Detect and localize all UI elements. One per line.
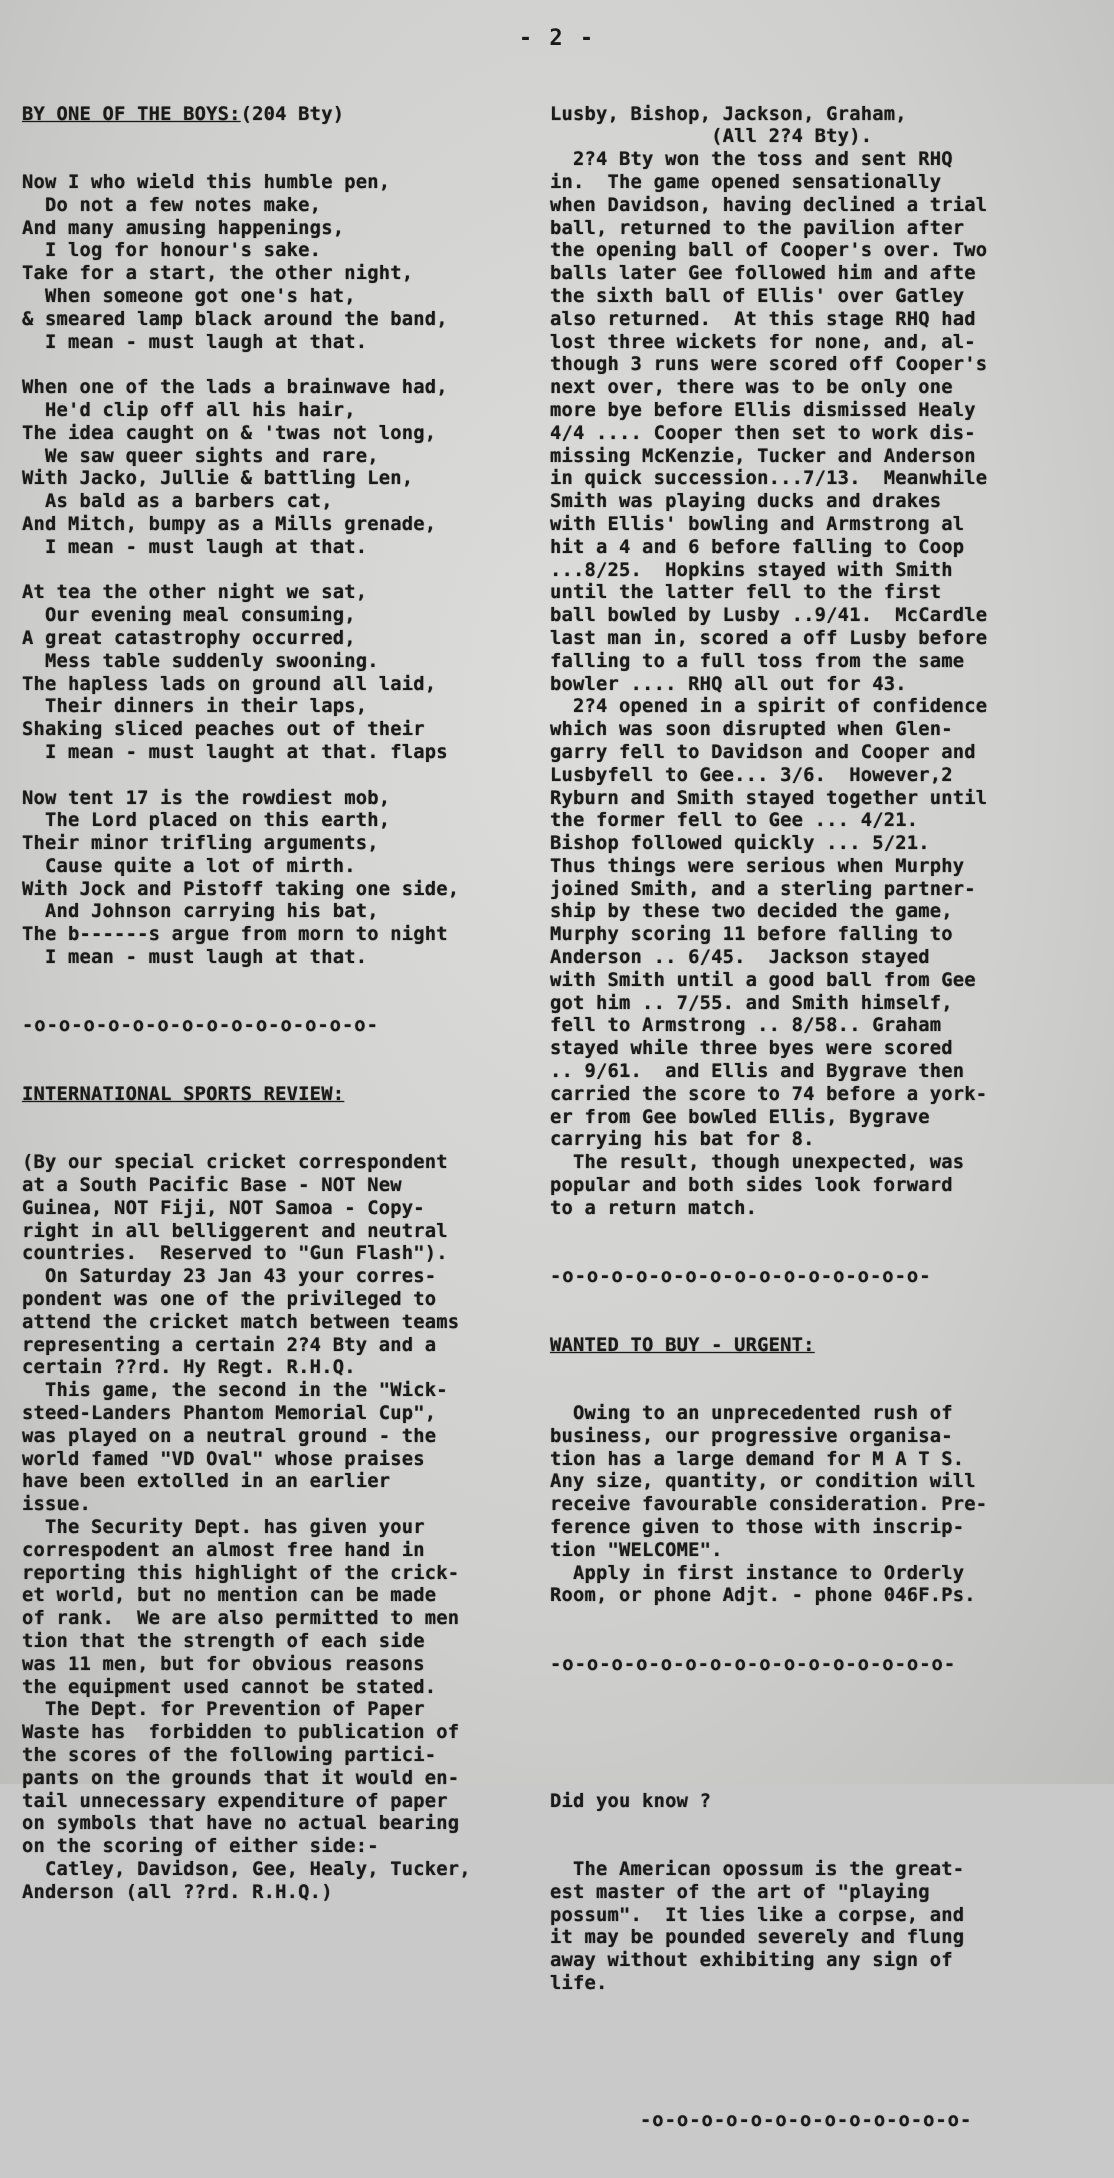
text-line: The result, though unexpected, was: [550, 1152, 965, 1174]
text-line: He'd clip off all his hair,: [22, 399, 356, 421]
text-line: certain ??rd. Hy Regt. R.H.Q.: [22, 1357, 356, 1379]
text-line: (By our special cricket correspondent: [22, 1152, 448, 1174]
text-line: At tea the other night we sat,: [22, 582, 368, 604]
text-line: which was soon disrupted when Glen-: [550, 719, 953, 741]
separator: -o-o-o-o-o-o-o-o-o-o-o-o-o-o-: [22, 1015, 379, 1037]
text-line: Bishop followed quickly ... 5/21.: [550, 833, 930, 855]
text-line: ship by these two decided the game,: [550, 901, 953, 923]
text-line: though 3 runs were scored off Cooper's: [550, 354, 988, 376]
text-line: Waste has forbidden to publication of: [22, 1722, 460, 1744]
match-report-body: [550, 104, 1095, 1221]
text-line: the former fell to Gee ... 4/21.: [550, 810, 919, 832]
text-line: Lusby, Bishop, Jackson, Graham,: [550, 103, 907, 125]
spacer: [550, 1722, 1095, 1745]
text-line: Anderson (all ??rd. R.H.Q.): [22, 1881, 333, 1903]
did-you-know-title: Did you know ?: [550, 1790, 712, 1812]
text-line: As bald as a barbers cat,: [22, 491, 333, 513]
text-line: Lusbyfell to Gee... 3/6. However,2: [550, 764, 953, 786]
text-line: Shaking sliced peaches out of their: [22, 719, 425, 741]
text-line: 4/4 .... Cooper then set to work dis-: [550, 422, 976, 444]
text-line: falling to a full toss from the same: [550, 650, 965, 672]
text-line: next over, there was to be only one: [550, 377, 953, 399]
text-line: Do not a few notes make,: [22, 194, 322, 216]
did-you-know-body: [550, 1859, 1095, 1996]
text-line: ball bowled by Lusby ..9/41. McCardle: [550, 605, 988, 627]
text-line: joined Smith, and a sterling partner-: [550, 878, 976, 900]
text-line: possum". It lies like a corpse, and: [550, 1904, 965, 1926]
text-line: The Lord placed on this earth,: [22, 810, 391, 832]
text-line: more bye before Ellis dismissed Healy: [550, 399, 976, 421]
text-line: And many amusing happenings,: [22, 217, 345, 239]
text-line: .. 9/61. and Ellis and Bygrave then: [550, 1061, 965, 1083]
text-line: in quick succession...7/13. Meanwhile: [550, 468, 988, 490]
text-line: reporting this highlight of the crick-: [22, 1562, 460, 1584]
text-line: garry fell to Davidson and Cooper and: [550, 741, 976, 763]
text-line: et world, but no mention can be made: [22, 1585, 437, 1607]
text-line: I mean - must laugh at that.: [22, 536, 368, 558]
poem-title-unit: (204 Bty): [240, 103, 345, 125]
text-line: popular and both sides look forward: [550, 1175, 953, 1197]
text-line: at a South Pacific Base - NOT New: [22, 1175, 402, 1197]
text-line: Our evening meal consuming,: [22, 605, 356, 627]
text-line: on symbols that have no actual bearing: [22, 1813, 460, 1835]
text-line: tail unnecessary expenditure of paper: [22, 1790, 448, 1812]
text-line: We saw queer sights and rare,: [22, 445, 379, 467]
text-line: got him .. 7/55. and Smith himself,: [550, 992, 953, 1014]
text-line: Room, or phone Adjt. - phone 046F.Ps.: [550, 1585, 976, 1607]
separator: -o-o-o-o-o-o-o-o-o-o-o-o-o-o-o-: [550, 1266, 932, 1288]
text-line: with Smith until a good ball from Gee: [550, 969, 976, 991]
text-line: receive favourable consideration. Pre-: [550, 1494, 988, 1516]
text-line: The hapless lads on ground all laid,: [22, 673, 437, 695]
text-line: Now I who wield this humble pen,: [22, 171, 391, 193]
text-line: I log for honour's sake.: [22, 240, 322, 262]
text-line: Anderson .. 6/45. Jackson stayed: [550, 947, 930, 969]
text-line: tion "WELCOME".: [550, 1539, 723, 1561]
poem-body: [22, 172, 562, 970]
text-line: Cause quite a lot of mirth.: [22, 855, 356, 877]
text-line: Smith was playing ducks and drakes: [550, 491, 942, 513]
text-line: last man in, scored a off Lusby before: [550, 627, 988, 649]
page-number: - 2 -: [518, 26, 596, 51]
text-line: pondent was one of the privileged to: [22, 1289, 437, 1311]
text-line: & smeared lamp black around the band,: [22, 308, 448, 330]
text-line: the sixth ball of Ellis' over Gatley: [550, 285, 965, 307]
text-line: When someone got one's hat,: [22, 285, 356, 307]
text-line: [22, 354, 562, 377]
text-line: Their minor trifling arguments,: [22, 833, 379, 855]
text-line: This game, the second in the "Wick-: [22, 1380, 448, 1402]
text-line: er from Gee bowled Ellis, Bygrave: [550, 1106, 930, 1128]
text-line: tion that the strength of each side: [22, 1630, 425, 1652]
text-line: The Dept. for Prevention of Paper: [22, 1699, 425, 1721]
review-title: INTERNATIONAL SPORTS REVIEW:: [22, 1083, 345, 1105]
text-line: A great catastrophy occurred,: [22, 627, 356, 649]
separator: -o-o-o-o-o-o-o-o-o-o-o-o-o-: [640, 2109, 973, 2131]
text-line: away without exhibiting any sign of: [550, 1950, 953, 1972]
text-line: Owing to an unprecedented rush of: [550, 1403, 953, 1425]
text-line: the scores of the following partici-: [22, 1744, 437, 1766]
text-line: in. The game opened sensationally: [550, 171, 942, 193]
text-line: Now tent 17 is the rowdiest mob,: [22, 787, 391, 809]
text-line: fell to Armstrong .. 8/58.. Graham: [550, 1015, 942, 1037]
text-line: issue.: [22, 1494, 92, 1516]
text-line: The idea caught on & 'twas not long,: [22, 422, 437, 444]
text-line: hit a 4 and 6 before falling to Coop: [550, 536, 965, 558]
text-line: Murphy scoring 11 before falling to: [550, 924, 953, 946]
text-line: With Jacko, Jullie & battling Len,: [22, 468, 414, 490]
text-line: life.: [550, 1972, 608, 1994]
text-line: ball, returned to the pavilion after: [550, 217, 965, 239]
text-line: countries. Reserved to "Gun Flash").: [22, 1243, 448, 1265]
text-line: missing McKenzie, Tucker and Anderson: [550, 445, 976, 467]
text-line: And Johnson carrying his bat,: [22, 901, 379, 923]
text-line: I mean - must laugh at that.: [22, 331, 368, 353]
text-line: stayed while three byes were scored: [550, 1038, 953, 1060]
text-line: bowler .... RHQ all out for 43.: [550, 673, 907, 695]
text-line: when Davidson, having declined a trial: [550, 194, 988, 216]
text-line: steed-Landers Phantom Memorial Cup",: [22, 1403, 437, 1425]
text-line: world famed "VD Oval" whose praises: [22, 1448, 425, 1470]
separator: -o-o-o-o-o-o-o-o-o-o-o-o-o-o-o-o-: [550, 1653, 957, 1675]
text-line: on the scoring of either side:-: [22, 1836, 379, 1858]
text-line: When one of the lads a brainwave had,: [22, 377, 448, 399]
poem-title-underlined: BY ONE OF THE BOYS:: [22, 103, 241, 125]
text-line: ...8/25. Hopkins stayed with Smith: [550, 559, 953, 581]
text-line: carried the score to 74 before a york-: [550, 1083, 988, 1105]
text-line: correspodent an almost free hand in: [22, 1539, 425, 1561]
text-line: On Saturday 23 Jan 43 your corres-: [22, 1266, 437, 1288]
text-line: representing a certain 2?4 Bty and a: [22, 1334, 437, 1356]
text-line: Thus things were serious when Murphy: [550, 855, 965, 877]
wanted-title: WANTED TO BUY - URGENT:: [550, 1334, 815, 1356]
text-line: attend the cricket match between teams: [22, 1311, 460, 1333]
text-line: Take for a start, the other night,: [22, 263, 414, 285]
text-line: also returned. At this stage RHQ had: [550, 308, 976, 330]
text-line: pants on the grounds that it would en-: [22, 1767, 460, 1789]
text-line: I mean - must laught at that. flaps: [22, 741, 448, 763]
text-line: [22, 560, 562, 583]
text-line: The Security Dept. has given your: [22, 1517, 425, 1538]
text-line: [22, 765, 562, 788]
text-line: right in all belliggerent and neutral: [22, 1220, 448, 1242]
text-line: est master of the art of "playing: [550, 1881, 930, 1903]
text-line: tion has a large demand for M A T S.: [550, 1448, 965, 1470]
text-line: The b------s argue from morn to night: [22, 924, 448, 946]
text-line: the opening ball of Cooper's over. Two: [550, 240, 988, 262]
wanted-body: [550, 1403, 1095, 1608]
text-line: Catley, Davidson, Gee, Healy, Tucker,: [22, 1858, 471, 1880]
left-column: [22, 58, 562, 1950]
text-line: (All 2?4 Bty).: [550, 126, 873, 148]
text-line: With Jock and Pistoff taking one side,: [22, 878, 460, 900]
text-line: was played on a neutral ground - the: [22, 1425, 437, 1447]
text-line: to a return match.: [550, 1197, 758, 1219]
text-line: Apply in first instance to Orderly: [550, 1562, 965, 1584]
right-column: [550, 58, 1095, 2178]
text-line: And Mitch, bumpy as a Mills grenade,: [22, 513, 437, 535]
sports-review-body: [22, 1152, 562, 1904]
text-line: Their dinners in their laps,: [22, 696, 368, 718]
text-line: business, our progressive organisa-: [550, 1425, 953, 1447]
text-line: Guinea, NOT Fiji, NOT Samoa - Copy-: [22, 1197, 425, 1219]
text-line: Any size, quantity, or condition will: [550, 1471, 976, 1493]
text-line: carrying his bat for 8.: [550, 1129, 815, 1151]
text-line: was 11 men, but for obvious reasons: [22, 1653, 425, 1675]
text-line: it may be pounded severely and flung: [550, 1927, 965, 1949]
text-line: Ryburn and Smith stayed together until: [550, 787, 988, 809]
poem-title: [22, 104, 562, 127]
text-line: 2?4 Bty won the toss and sent RHQ: [550, 149, 953, 171]
spacer: [550, 2041, 1095, 2064]
text-line: Mess table suddenly swooning.: [22, 650, 379, 672]
text-line: balls later Gee followed him and afte: [550, 263, 976, 285]
text-line: have been extolled in an earlier: [22, 1471, 391, 1493]
text-line: ference given to those with inscrip-: [550, 1517, 965, 1538]
text-line: with Ellis' bowling and Armstrong al: [550, 513, 965, 535]
text-line: of rank. We are also permitted to men: [22, 1608, 460, 1630]
text-line: the equipment used cannot be stated.: [22, 1676, 437, 1698]
text-line: The American opossum is the great-: [550, 1858, 965, 1880]
text-line: until the latter fell to the first: [550, 582, 942, 604]
text-line: lost three wickets for none, and, al-: [550, 331, 976, 353]
text-line: 2?4 opened in a spirit of confidence: [550, 696, 988, 718]
text-line: I mean - must laugh at that.: [22, 947, 368, 969]
